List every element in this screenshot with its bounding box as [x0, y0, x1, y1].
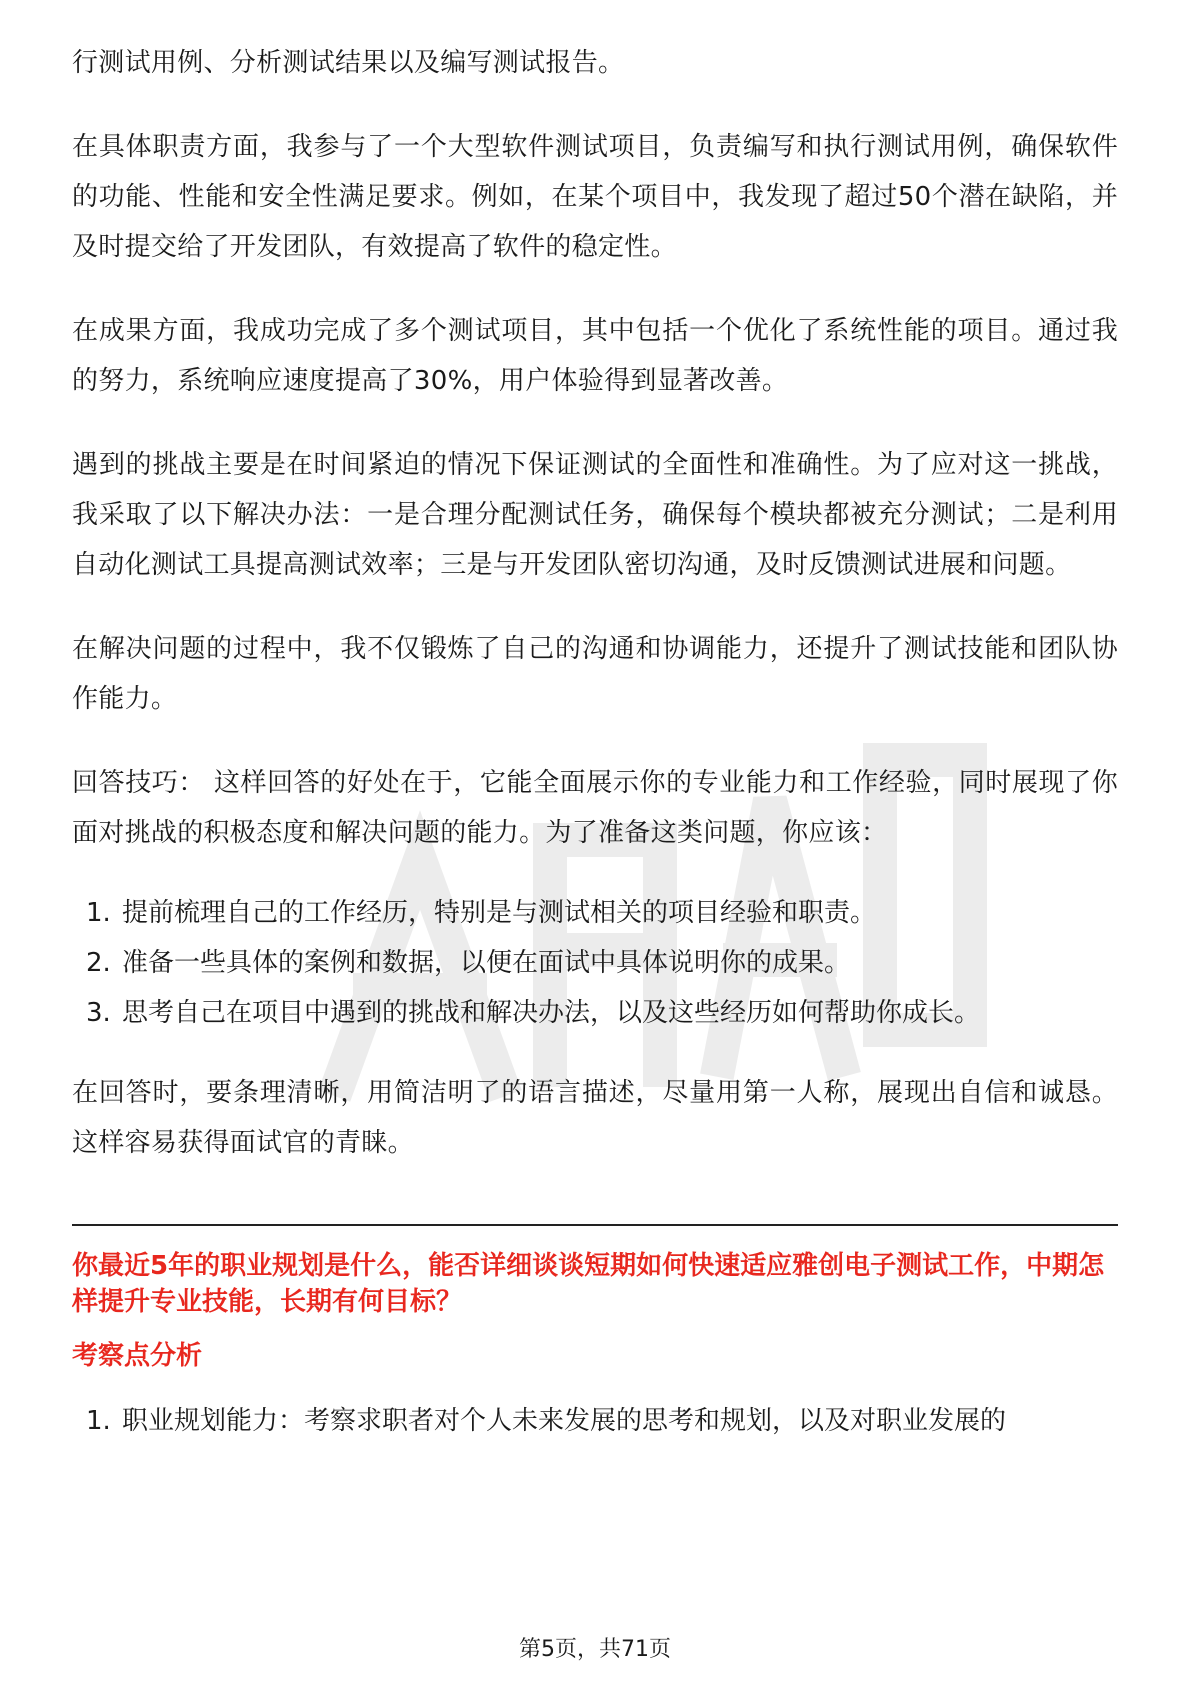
paragraph-achievements: 在成果方面，我成功完成了多个测试项目，其中包括一个优化了系统性能的项目。通过我的努力，系统响应速度提高了30%，用户体验得到显著改善。: [72, 316, 1118, 396]
paragraph-answer-tips: 回答技巧： 这样回答的好处在于，它能全面展示你的专业能力和工作经验，同时展现了你面对挑战的积极态度和解决问题的能力。为了准备这类问题，你应该：: [72, 768, 1118, 848]
tips-list: [72, 888, 1118, 1038]
analysis-heading: 考察点分析: [72, 1341, 203, 1371]
paragraph-challenges: 遇到的挑战主要是在时间紧迫的情况下保证测试的全面性和准确性。为了应对这一挑战，我采取了以下解决办法：一是合理分配测试任务，确保每个模块都被充分测试；二是利用自动化测试工具提高测试效率；三是与开发团队密切沟通，及时反馈测试进展和问题。: [72, 450, 1118, 580]
paragraph-continuation: 行测试用例、分析测试结果以及编写测试报告。: [72, 48, 625, 78]
analysis-list: [72, 1396, 1118, 1446]
document-page: [72, 38, 1118, 1476]
section-divider: [72, 1224, 1118, 1226]
paragraph-growth: 在解决问题的过程中，我不仅锻炼了自己的沟通和协调能力，还提升了测试技能和团队协作能力。: [72, 634, 1118, 714]
paragraph-closing: 在回答时，要条理清晰，用简洁明了的语言描述，尽量用第一人称，展现出自信和诚恳。这样容易获得面试官的青睐。: [72, 1078, 1118, 1158]
list-item: 3. 思考自己在项目中遇到的挑战和解决办法，以及这些经历如何帮助你成长。: [86, 998, 981, 1028]
list-item: 1. 提前梳理自己的工作经历，特别是与测试相关的项目经验和职责。: [86, 898, 877, 928]
list-item: 2. 准备一些具体的案例和数据，以便在面试中具体说明你的成果。: [86, 948, 851, 978]
paragraph-responsibilities: 在具体职责方面，我参与了一个大型软件测试项目，负责编写和执行测试用例，确保软件的功能、性能和安全性满足要求。例如，在某个项目中，我发现了超过50个潜在缺陷，并及时提交给了开发团队，有效提高了软件的稳定性。: [72, 132, 1118, 262]
page-footer: 第5页，共71页: [519, 1637, 671, 1662]
list-item: 1. 职业规划能力：考察求职者对个人未来发展的思考和规划，以及对职业发展的: [86, 1406, 1007, 1436]
question-heading: 你最近5年的职业规划是什么，能否详细谈谈短期如何快速适应雅创电子测试工作，中期怎样提升专业技能，长期有何目标？: [72, 1251, 1105, 1317]
